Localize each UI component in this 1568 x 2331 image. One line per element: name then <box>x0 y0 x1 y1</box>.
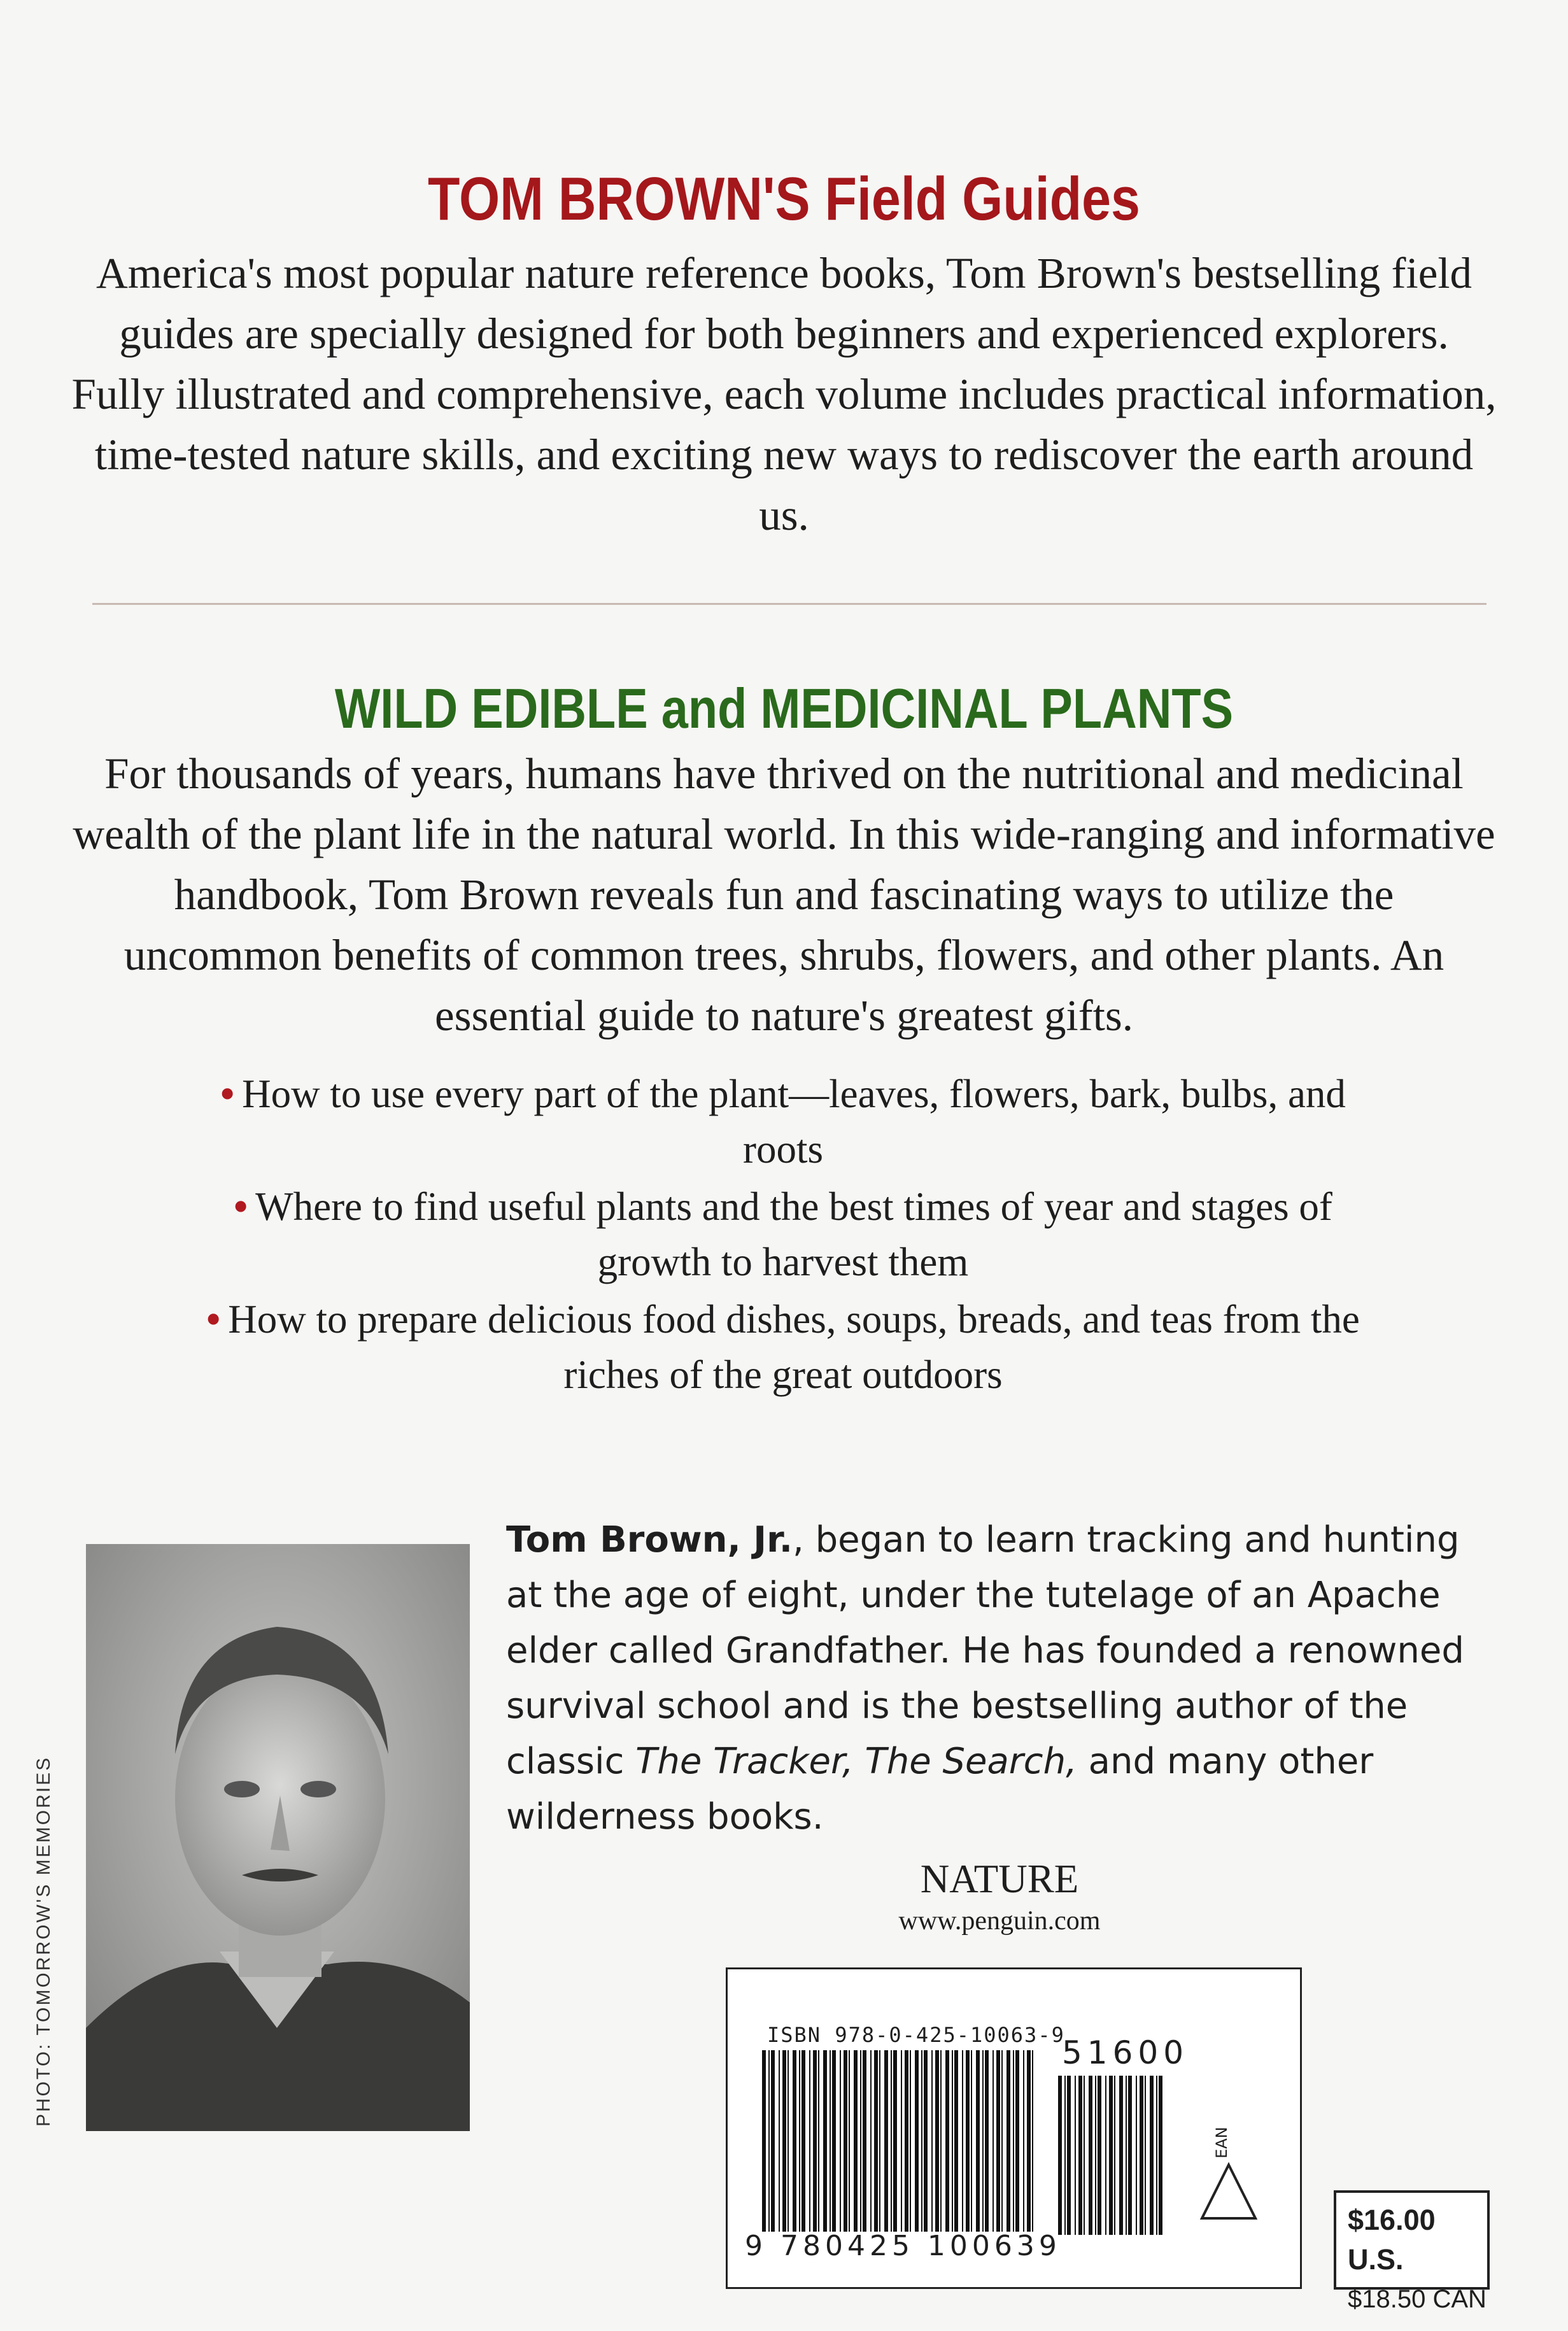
barcode-bar <box>771 2050 775 2232</box>
barcode-bar <box>952 2050 953 2232</box>
book-description: For thousands of years, humans have thrived on the nutritional and medicinal wealth of the plant life in the natural world. In this wide-ranging and informative handbook, Tom Brown reveals fun and fascinating ways to utilize the uncommon benefits of common trees, shrubs, flowers, and other plants. An essential guide to nature's greatest gifts. <box>73 749 1495 1040</box>
barcode-bar <box>802 2050 805 2232</box>
author-portrait-illustration <box>86 1544 470 2131</box>
barcode-bar <box>1058 2076 1062 2235</box>
barcode-bar <box>1023 2050 1024 2232</box>
barcode-bar <box>1006 2050 1010 2232</box>
barcode-bar <box>1109 2076 1113 2235</box>
barcode-bar <box>779 2050 780 2232</box>
bullet-icon: • <box>220 1072 235 1116</box>
barcode-bar <box>996 2050 1000 2232</box>
author-name: Tom Brown, Jr. <box>506 1519 793 1561</box>
bullet-icon: • <box>206 1297 221 1342</box>
barcode-bar <box>1001 2050 1003 2232</box>
barcode-bar <box>1095 2076 1096 2235</box>
barcode-bar <box>854 2050 858 2232</box>
barcode-bar <box>863 2050 866 2232</box>
barcode-bar <box>971 2050 972 2232</box>
barcode-bar <box>924 2050 928 2232</box>
barcode-bar <box>1119 2076 1123 2235</box>
isbn-text: ISBN 978-0-425-10063-9 <box>767 2023 1065 2047</box>
barcode-bar <box>818 2050 819 2232</box>
barcode-bar <box>1159 2076 1162 2235</box>
feature-list <box>191 1066 1375 1405</box>
barcode-bar <box>782 2050 786 2232</box>
barcode-bar <box>931 2050 933 2232</box>
barcode-bar <box>832 2050 836 2232</box>
barcode-bar <box>1136 2076 1137 2235</box>
barcode-digits: 9 780425 100639 <box>745 2230 1061 2262</box>
barcode-bar <box>799 2050 800 2232</box>
barcode-bar <box>879 2050 880 2232</box>
barcode-bar <box>1145 2076 1146 2235</box>
ean-triangle-icon <box>1197 2160 1261 2223</box>
barcode-bar <box>891 2050 892 2232</box>
barcode-bar <box>940 2050 942 2232</box>
barcode-bar <box>962 2050 963 2232</box>
barcode-bar <box>1098 2076 1101 2235</box>
barcode-bar <box>1078 2076 1082 2235</box>
author-bio: Tom Brown, Jr., began to learn tracking and hunting at the age of eight, under the tutelage of an Apache elder called Grandfather. He has founded a renowned survival school and is the bestselling author of the classic The Tracker, The Search, and many other wilderness books. <box>506 1519 1464 1838</box>
barcode-bar <box>1084 2076 1085 2235</box>
photo-credit: PHOTO: TOMORROW'S MEMORIES <box>33 1755 54 2127</box>
barcode-bar <box>823 2050 827 2232</box>
barcode-bar <box>976 2050 980 2232</box>
barcode-bar <box>945 2050 949 2232</box>
ean-label: EAN <box>1213 2127 1231 2158</box>
barcode-bar <box>840 2050 841 2232</box>
book-title: WILD EDIBLE and MEDICINAL PLANTS <box>334 677 1234 740</box>
barcode-bar <box>1126 2076 1127 2235</box>
barcode-bar <box>762 2050 766 2232</box>
barcode-bar <box>1156 2076 1157 2235</box>
barcode-bar <box>860 2050 861 2232</box>
barcode-bar <box>1027 2050 1031 2232</box>
barcode-bar <box>1015 2050 1019 2232</box>
barcode-bar <box>1013 2050 1014 2232</box>
price-box <box>1334 2190 1490 2313</box>
barcode-bar <box>1067 2076 1071 2235</box>
barcode-bar <box>910 2050 911 2232</box>
barcode-bar <box>893 2050 897 2232</box>
barcode-bar <box>915 2050 919 2232</box>
barcode-bar <box>870 2050 872 2232</box>
barcode-bar <box>982 2050 984 2232</box>
author-photo <box>86 1544 470 2131</box>
barcode-bar <box>1128 2076 1132 2235</box>
barcode-bar <box>966 2050 970 2232</box>
barcode-bar <box>1064 2076 1066 2235</box>
feature-item: • Where to find useful plants and the best times of year and stages of growth to harvest them <box>234 1184 1332 1284</box>
barcode-bar <box>1105 2076 1106 2235</box>
publisher-url: www.penguin.com <box>898 1906 1101 1936</box>
barcode-bar <box>793 2050 796 2232</box>
barcode-bar <box>1075 2076 1076 2235</box>
addon-barcode-bars <box>1057 2076 1165 2241</box>
barcode-bar <box>1140 2076 1143 2235</box>
feature-item: • How to use every part of the plant—leaves, flowers, bark, bulbs, and roots <box>220 1072 1346 1172</box>
barcode-bars <box>761 2050 1041 2241</box>
series-description: America's most popular nature reference books, Tom Brown's bestselling field guides are specially designed for both beginners and experienced explorers. Fully illustrated and comprehensive, each volume includes practical information, time-tested nature skills, and exciting new ways to rediscover the earth around us. <box>71 249 1497 539</box>
barcode-bar <box>849 2050 850 2232</box>
barcode-bar <box>921 2050 922 2232</box>
barcode-bar <box>809 2050 810 2232</box>
bullet-icon: • <box>234 1184 248 1229</box>
barcode-bar <box>1089 2076 1092 2235</box>
barcode-bar <box>992 2050 994 2232</box>
barcode-bar <box>935 2050 939 2232</box>
barcode-bar <box>1032 2050 1033 2232</box>
divider <box>92 603 1487 605</box>
category-label: NATURE <box>920 1857 1079 1901</box>
barcode-bar <box>768 2050 770 2232</box>
price-us: $16.00 U.S. <box>1348 2204 1436 2276</box>
barcode-bar <box>1114 2076 1115 2235</box>
barcode-bar <box>830 2050 831 2232</box>
barcode-bar <box>901 2050 902 2232</box>
price-can: $18.50 CAN <box>1348 2285 1487 2313</box>
addon-number: 51600 <box>1062 2034 1189 2071</box>
barcode-bar <box>813 2050 817 2232</box>
barcode-bar <box>844 2050 847 2232</box>
barcode-bar <box>985 2050 989 2232</box>
barcode-bar <box>905 2050 908 2232</box>
series-title: TOM BROWN'S Field Guides <box>428 165 1140 233</box>
barcode-bar <box>954 2050 958 2232</box>
barcode-bar <box>884 2050 888 2232</box>
book-reference: The Tracker, <box>635 1741 854 1782</box>
barcode-bar <box>874 2050 878 2232</box>
feature-item: • How to prepare delicious food dishes, soups, breads, and teas from the riches of the great outdoors <box>206 1297 1360 1397</box>
barcode-bar <box>1150 2076 1154 2235</box>
barcode-bar <box>788 2050 789 2232</box>
book-reference: The Search, <box>865 1741 1077 1782</box>
